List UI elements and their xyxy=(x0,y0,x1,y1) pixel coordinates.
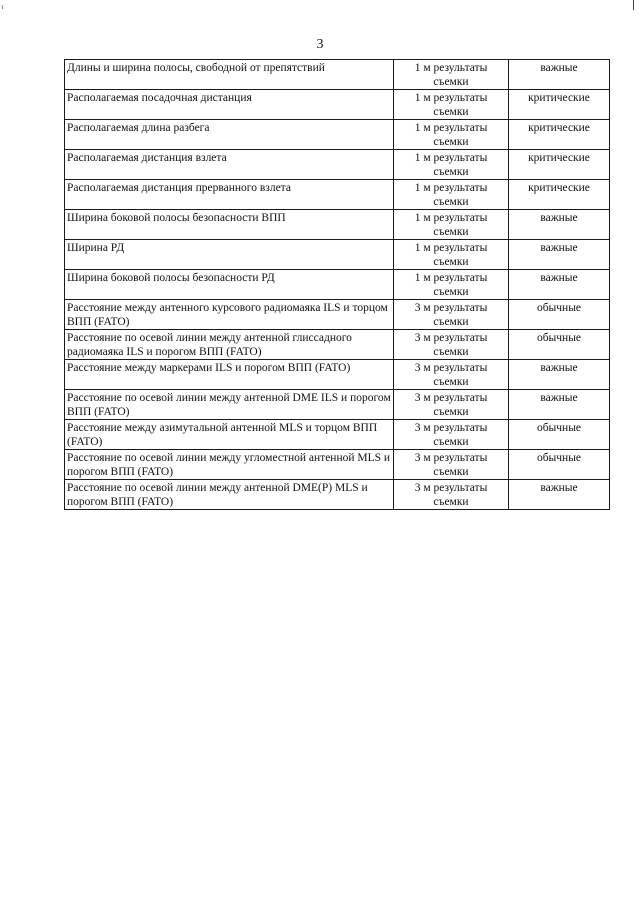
accuracy-value: 3 м результаты xyxy=(414,302,488,314)
accuracy-cell xyxy=(394,420,509,450)
page-number: 3 xyxy=(316,37,324,52)
accuracy-value: 3 м результаты xyxy=(414,422,488,434)
classification-cell: важные xyxy=(509,480,610,510)
accuracy-source: съемки xyxy=(433,496,469,508)
scan-edge-mark xyxy=(633,0,640,10)
accuracy-cell xyxy=(394,480,509,510)
param-cell: Расстояние между азимутальной антенной MLS и торцом ВПП (FATO) xyxy=(65,420,394,450)
param-cell: Ширина боковой полосы безопасности РД xyxy=(65,270,394,300)
classification-cell: обычные xyxy=(509,330,610,360)
accuracy-cell xyxy=(394,360,509,390)
accuracy-cell xyxy=(394,390,509,420)
accuracy-source: съемки xyxy=(433,166,469,178)
accuracy-value: 1 м результаты xyxy=(414,272,488,284)
classification-cell: важные xyxy=(509,390,610,420)
table-row xyxy=(65,180,610,210)
table-row xyxy=(65,330,610,360)
table-row xyxy=(65,60,610,90)
accuracy-cell xyxy=(394,300,509,330)
accuracy-value: 1 м результаты xyxy=(414,182,488,194)
accuracy-source: съемки xyxy=(433,286,469,298)
classification-cell: критические xyxy=(509,150,610,180)
classification-cell: важные xyxy=(509,240,610,270)
param-cell: Располагаемая посадочная дистанция xyxy=(65,90,394,120)
accuracy-source: съемки xyxy=(433,106,469,118)
table-row xyxy=(65,210,610,240)
table-row xyxy=(65,450,610,480)
accuracy-value: 3 м результаты xyxy=(414,392,488,404)
classification-cell: важные xyxy=(509,270,610,300)
survey-accuracy-table xyxy=(64,59,610,510)
accuracy-source: съемки xyxy=(433,466,469,478)
accuracy-source: съемки xyxy=(433,226,469,238)
table-row xyxy=(65,300,610,330)
table-row xyxy=(65,270,610,300)
accuracy-cell xyxy=(394,330,509,360)
accuracy-source: съемки xyxy=(433,136,469,148)
classification-cell: критические xyxy=(509,180,610,210)
table-row xyxy=(65,390,610,420)
accuracy-source: съемки xyxy=(433,256,469,268)
scan-corner-mark xyxy=(2,5,7,9)
accuracy-cell xyxy=(394,450,509,480)
accuracy-source: съемки xyxy=(433,436,469,448)
classification-cell: важные xyxy=(509,360,610,390)
table-row xyxy=(65,120,610,150)
classification-cell: обычные xyxy=(509,420,610,450)
accuracy-cell xyxy=(394,60,509,90)
accuracy-source: съемки xyxy=(433,406,469,418)
accuracy-cell xyxy=(394,270,509,300)
table-row xyxy=(65,420,610,450)
table-body xyxy=(65,60,610,510)
classification-cell: важные xyxy=(509,60,610,90)
param-cell: Длины и ширина полосы, свободной от препятствий xyxy=(65,60,394,90)
accuracy-source: съемки xyxy=(433,376,469,388)
accuracy-value: 1 м результаты xyxy=(414,152,488,164)
param-cell: Ширина РД xyxy=(65,240,394,270)
accuracy-cell xyxy=(394,240,509,270)
accuracy-source: съемки xyxy=(433,316,469,328)
accuracy-cell xyxy=(394,150,509,180)
table-row xyxy=(65,150,610,180)
param-cell: Расстояние по осевой линии между антенной DME(P) MLS и порогом ВПП (FATO) xyxy=(65,480,394,510)
accuracy-cell xyxy=(394,210,509,240)
accuracy-value: 1 м результаты xyxy=(414,122,488,134)
param-cell: Располагаемая длина разбега xyxy=(65,120,394,150)
classification-cell: обычные xyxy=(509,450,610,480)
accuracy-value: 3 м результаты xyxy=(414,332,488,344)
accuracy-cell xyxy=(394,180,509,210)
param-cell: Расстояние между антенного курсового радиомаяка ILS и торцом ВПП (FATO) xyxy=(65,300,394,330)
classification-cell: критические xyxy=(509,120,610,150)
accuracy-value: 3 м результаты xyxy=(414,452,488,464)
accuracy-value: 3 м результаты xyxy=(414,482,488,494)
table-row xyxy=(65,240,610,270)
accuracy-value: 1 м результаты xyxy=(414,62,488,74)
accuracy-source: съемки xyxy=(433,346,469,358)
param-cell: Располагаемая дистанция взлета xyxy=(65,150,394,180)
accuracy-cell xyxy=(394,120,509,150)
accuracy-source: съемки xyxy=(433,196,469,208)
param-cell: Расстояние между маркерами ILS и порогом ВПП (FATO) xyxy=(65,360,394,390)
accuracy-source: съемки xyxy=(433,76,469,88)
accuracy-value: 1 м результаты xyxy=(414,92,488,104)
param-cell: Расстояние по осевой линии между антенной DME ILS и порогом ВПП (FATO) xyxy=(65,390,394,420)
table-row xyxy=(65,480,610,510)
param-cell: Ширина боковой полосы безопасности ВПП xyxy=(65,210,394,240)
table-row xyxy=(65,360,610,390)
accuracy-cell xyxy=(394,90,509,120)
param-cell: Располагаемая дистанция прерванного взлета xyxy=(65,180,394,210)
param-cell: Расстояние по осевой линии между угломестной антенной MLS и порогом ВПП (FATO) xyxy=(65,450,394,480)
table-row xyxy=(65,90,610,120)
classification-cell: критические xyxy=(509,90,610,120)
param-cell: Расстояние по осевой линии между антенной глиссадного радиомаяка ILS и порогом ВПП (FATO) xyxy=(65,330,394,360)
classification-cell: важные xyxy=(509,210,610,240)
accuracy-value: 1 м результаты xyxy=(414,242,488,254)
classification-cell: обычные xyxy=(509,300,610,330)
accuracy-value: 1 м результаты xyxy=(414,212,488,224)
accuracy-value: 3 м результаты xyxy=(414,362,488,374)
